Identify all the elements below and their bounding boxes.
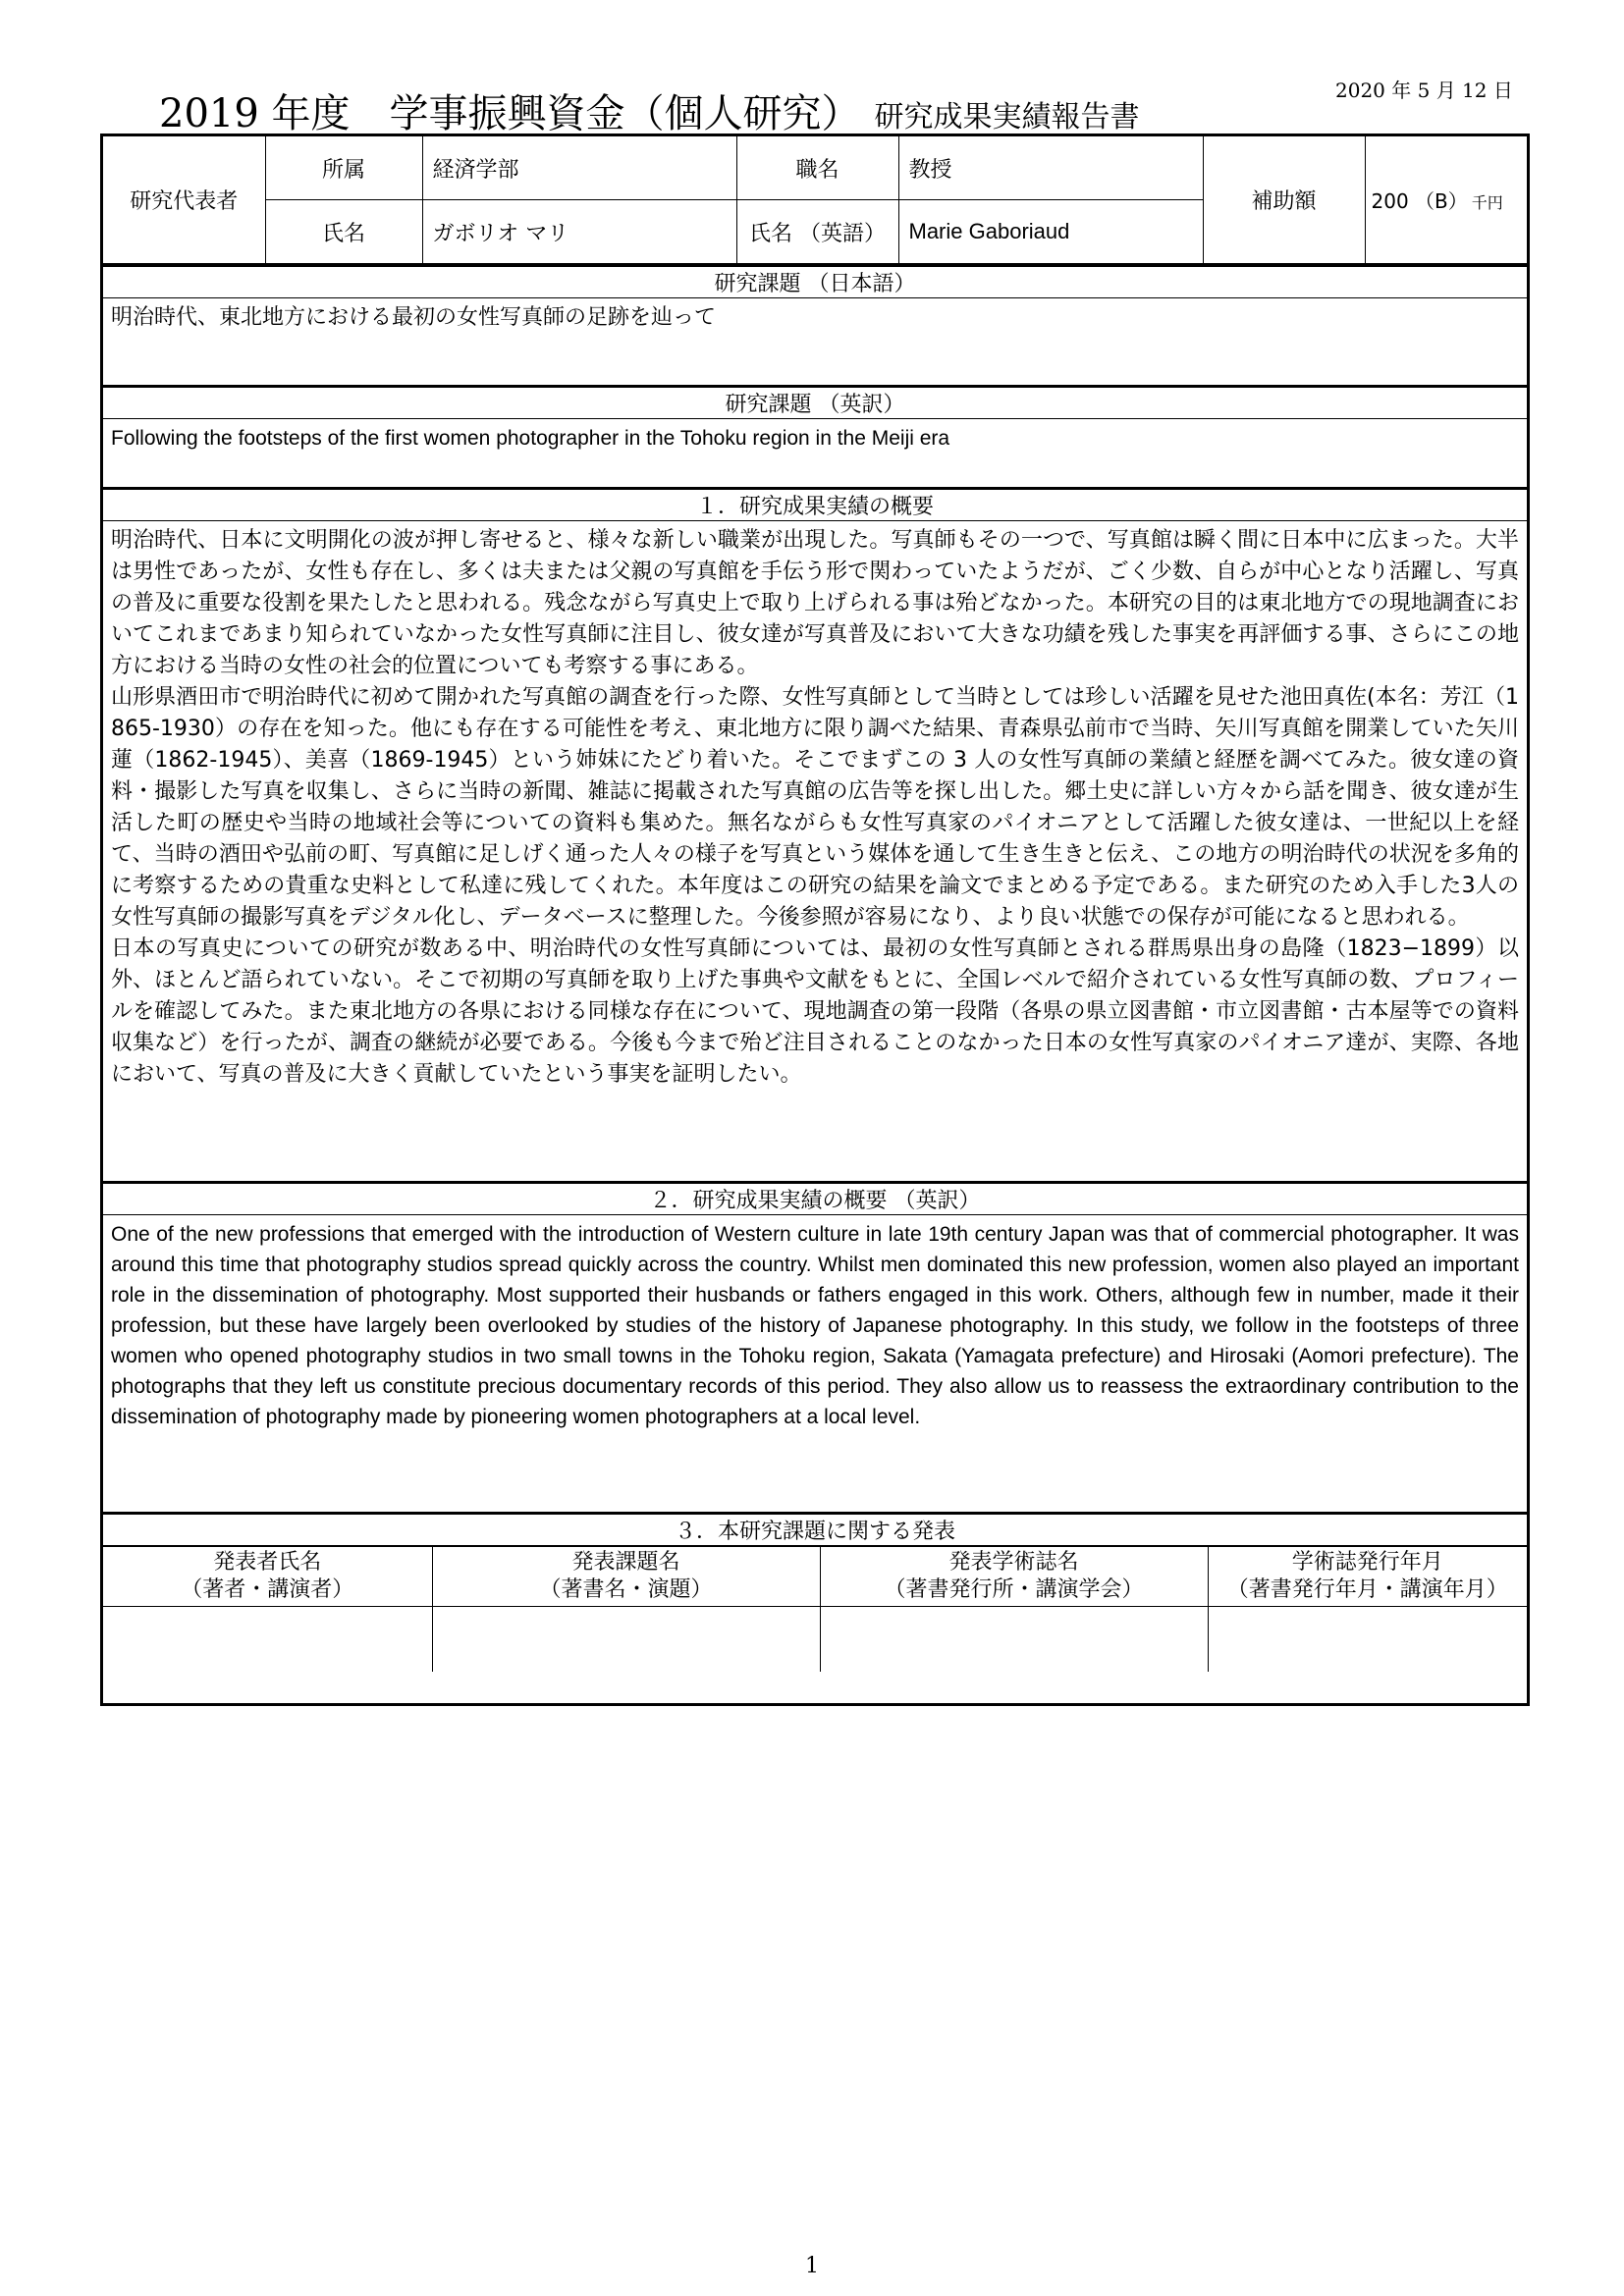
column-header-line: 学術誌発行年月 (1291, 1550, 1443, 1575)
page-number: 1 (805, 2254, 819, 2278)
publications-heading: ３．本研究課題に関する発表 (103, 1514, 1527, 1546)
table-cell (1208, 1607, 1527, 1673)
table-cell (103, 1607, 432, 1673)
name-en-value: Marie Gaboriaud (898, 200, 1203, 264)
grant-amount (1365, 136, 1527, 264)
topic-en-heading: 研究課題 （英訳） (103, 387, 1527, 419)
name-label: 氏名 (265, 200, 422, 264)
summary-ja-paragraph-3: 日本の写真史についての研究が数ある中、明治時代の女性写真師については、最初の女性写真師とされる群馬県出身の島隆（1823−1899）以外、ほとんど語られていない。そこで初期の写真師を取り上げた事典や文献をもとに、全国レベルで紹介されている女性写真師の数、プロフィールを確認してみた。また東北地方の各県における同様な存在について、現地調査の第一段階（各県の県立図書館・市立図書館・古本屋等での資料収集など）を行ったが、調査の継続が必要である。今後も今まで殆ど注目されることのなかった日本の女性写真家のパイオニア達が、実際、各地において、写真の普及に大きく貢献していたという事実を証明したい。 (111, 936, 1519, 1087)
name-en-label: 氏名 （英語） (736, 200, 898, 264)
title-sub: 研究成果実績報告書 (874, 100, 1140, 134)
report-date: 2020 年 5 月 12 日 (1335, 79, 1513, 102)
column-header (1208, 1547, 1527, 1607)
position-value: 教授 (898, 136, 1203, 200)
column-header-line: 発表学術誌名 (948, 1550, 1079, 1575)
affiliation-value: 経済学部 (422, 136, 736, 200)
grant-value: 200 （B） (1371, 189, 1468, 213)
summary-ja-paragraph-1: 明治時代、日本に文明開化の波が押し寄せると、様々な新しい職業が出現した。写真師もその一つで、写真館は瞬く間に日本中に広まった。大半は男性であったが、女性も存在し、多くは夫または父親の写真館を手伝う形で関わっていたようだが、ごく少数、自らが中心となり活躍し、写真の普及に重要な役割を果たしたと思われる。残念ながら写真史上で取り上げられる事は殆どなかった。本研究の目的は東北地方での現地調査においてこれまであまり知られていなかった女性写真師に注目し、彼女達が写真普及において大きな功績を残した事実を再評価する事、さらにこの地方における当時の女性の社会的位置についても考察する事にある。 (111, 528, 1519, 678)
position-label: 職名 (736, 136, 898, 200)
column-header-line: （著書発行所・講演学会） (884, 1577, 1144, 1602)
topic-ja-heading: 研究課題 （日本語） (103, 266, 1527, 298)
grant-unit: 千円 (1471, 193, 1503, 212)
table-cell (432, 1607, 820, 1673)
title-main: 2019 年度 学事振興資金（個人研究） (159, 91, 861, 136)
summary-ja-heading: １．研究成果実績の概要 (103, 489, 1527, 521)
affiliation-label: 所属 (265, 136, 422, 200)
sections-table (103, 264, 1527, 1546)
column-header-line: （著書発行年月・講演年月） (1226, 1577, 1508, 1602)
grant-label: 補助額 (1203, 136, 1365, 264)
column-header-line: （著者・講演者） (181, 1577, 354, 1602)
representative-label: 研究代表者 (103, 136, 265, 264)
column-header (103, 1547, 432, 1607)
column-header (820, 1547, 1208, 1607)
column-header-line: （著書名・演題） (539, 1577, 713, 1602)
page-title (159, 82, 1140, 138)
table-cell (820, 1607, 1208, 1673)
topic-en-text: Following the footsteps of the first women photographer in the Tohoku region in the Meiji era (103, 419, 1527, 489)
summary-ja-paragraph-2: 山形県酒田市で明治時代に初めて開かれた写真館の調査を行った際、女性写真師として当時としては珍しい活躍を見せた池田真佐(本名：芳江（1865-1930）の存在を知った。他にも存在する可能性を考え、東北地方に限り調べた結果、青森県弘前市で当時、矢川写真館を開業していた矢川蓮（1862-1945）、美喜（1869-1945）という姉妹にたどり着いた。そこでまずこの 3 人の女性写真師の業績と経歴を調べてみた。彼女達の資料・撮影した写真を収集し、さらに当時の新聞、雑誌に掲載された写真館の広告等を探し出した。郷土史に詳しい方々から話を聞き、彼女達が生活した町の歴史や当時の地域社会等についての資料も集めた。無名ながらも女性写真家のパイオニアとして活躍した彼女達は、一世紀以上を経て、当時の酒田や弘前の町、写真館に足しげく通った人々の様子を写真という媒体を通して生き生きと伝え、この地方の明治時代の状況を多角的に考察するための貴重な史料として私達に残してくれた。本年度はこの研究の結果を論文でまとめる予定である。また研究のため入手した3人の女性写真師の撮影写真をデジタル化し、データベースに整理した。今後参照が容易になり、より良い状態での保存が可能になると思われる。 (111, 685, 1519, 930)
report-form (100, 133, 1530, 1706)
summary-en-heading: ２．研究成果実績の概要 （英訳） (103, 1183, 1527, 1215)
column-header-line: 発表者氏名 (213, 1550, 322, 1575)
column-header (432, 1547, 820, 1607)
column-header-line: 発表課題名 (571, 1550, 680, 1575)
representative-table (103, 136, 1527, 264)
summary-ja-body (103, 521, 1527, 1183)
name-value: ガボリオ マリ (422, 200, 736, 264)
publications-table (103, 1546, 1527, 1672)
topic-ja-text: 明治時代、東北地方における最初の女性写真師の足跡を辿って (103, 298, 1527, 387)
summary-en-text: One of the new professions that emerged with the introduction of Western culture in late 19th century Japan was that of commercial photographer. It was around this time that photography studios spread quickly across the country. Whilst men dominated this new profession, women also played an important role in the dissemination of photography. Most supported their husbands or fathers engaged in this work. Others, although few in number, made it their profession, but these have largely been overlooked by studies of the history of Japanese photography. In this study, we follow in the footsteps of three women who opened photography studios in two small towns in the Tohoku region, Sakata (Yamagata prefecture) and Hirosaki (Aomori prefecture). The photographs that they left us constitute precious documentary records of this period. They also allow us to reassess the extraordinary contribution to the dissemination of photography made by pioneering women photographers at a local level. (103, 1215, 1527, 1514)
